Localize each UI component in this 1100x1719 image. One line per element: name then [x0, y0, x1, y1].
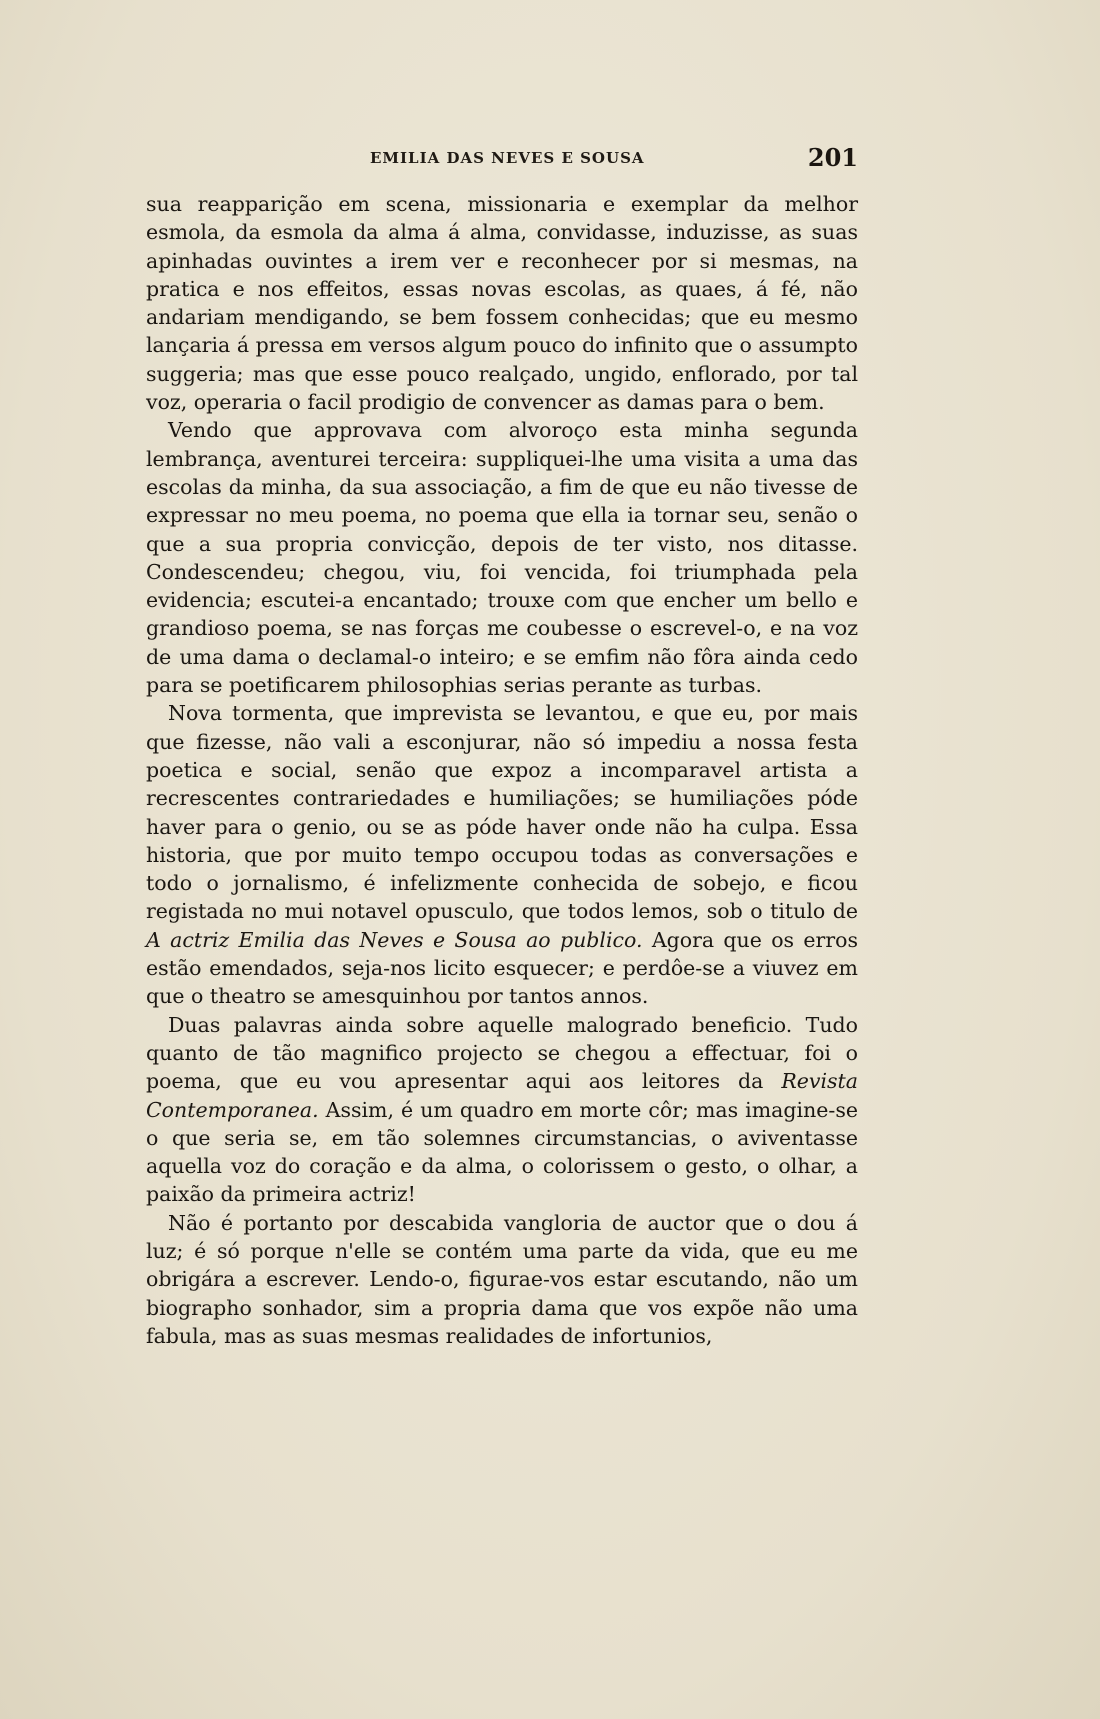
running-title: EMILIA DAS NEVES E SOUSA — [370, 149, 645, 167]
paragraph-1: sua reapparição em scena, missionaria e exemplar da melhor esmola, da esmola da alma á alma, convidasse, induzisse, as suas apinhadas ouvintes a irem ver e reconhecer por si mesmas, na pratica e nos effeitos, essas novas escolas, as quaes, á fé, não andariam mendigando, se bem fossem conhecidas; que eu mesmo lançaria á pressa em versos algum pouco do infinito que o assumpto suggeria; mas que esse pouco realçado, ungido, enflorado, por tal voz, operaria o facil prodigio de convencer as damas para o bem. — [146, 192, 858, 415]
paragraph-2: Vendo que approvava com alvoroço esta minha segunda lembrança, aventurei terceira: suppliquei-lhe uma visita a uma das escolas da minha, da sua associação, a fim de que eu não tivesse de expressar no meu poema, no poema que ella ia tornar seu, senão o que a sua propria convicção, depois de ter visto, nos ditasse. Condescendeu; chegou, viu, foi vencida, foi triumphada pela evidencia; escutei-a encantado; trouxe com que encher um bello e grandioso poema, se nas forças me coubesse o escrevel-o, e na voz de uma dama o declamal-o inteiro; e se emfim não fôra ainda cedo para se poetificarem philosophias serias perante as turbas. — [146, 418, 858, 698]
paragraph-5: Não é portanto por descabida vangloria de auctor que o dou á luz; é só porque n'elle se contém uma parte da vida, que eu me obrigára a escrever. Lendo-o, figurae-vos estar escutando, não um biographo sonhador, sim a propria dama que vos expõe não uma fabula, mas as suas mesmas realidades de infortunios, — [146, 1210, 858, 1348]
page-header — [146, 143, 858, 177]
paragraph-3: Nova tormenta, que imprevista se levantou, e que eu, por mais que fizesse, não vali a esconjurar, não só impediu a nossa festa poetica e social, senão que expoz a incomparavel artista a recrescentes contrariedades e humiliações; se humiliações póde haver para o genio, ou se as póde haver onde não ha culpa. Essa historia, que por muito tempo occupou todas as conversações e todo o jornalismo, é infelizmente conhecida de sobejo, e ficou registada no mui notavel opusculo, que todos lemos, sob o titulo de A actriz Emilia das Neves e Sousa ao publico. Agora que os erros estão emendados, seja-nos licito esquecer; e perdôe-se a viuvez em que o theatro se amesquinhou por tantos annos. — [146, 701, 858, 1009]
page-number: 201 — [807, 143, 858, 172]
italic-title: A actriz Emilia das Neves e Sousa ao publico. — [146, 927, 643, 952]
paragraph-4: Duas palavras ainda sobre aquelle malogrado beneficio. Tudo quanto de tão magnifico projecto se chegou a effectuar, foi o poema, que eu vou apresentar aqui aos leitores da Revista Contemporanea. Assim, é um quadro em morte côr; mas imagine-se o que seria se, em tão solemnes circumstancias, o aviventasse aquella voz do coração e da alma, o colorissem o gesto, o olhar, a paixão da primeira actriz! — [146, 1012, 858, 1207]
italic-journal-name: Revista Contemporanea. — [146, 1069, 858, 1122]
body-text — [146, 190, 858, 1350]
